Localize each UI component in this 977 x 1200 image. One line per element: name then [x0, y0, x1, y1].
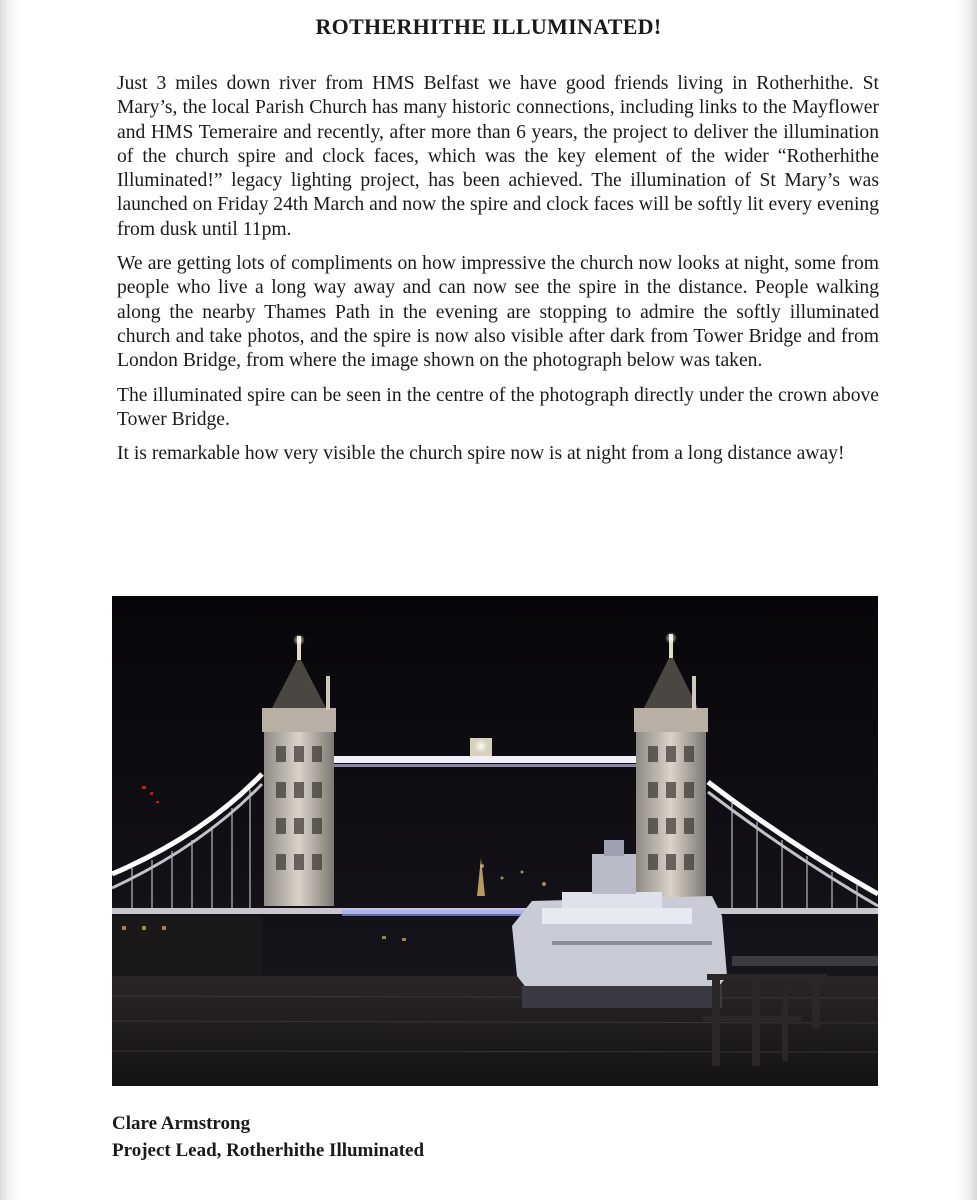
paragraph-1: Just 3 miles down river from HMS Belfast we have good friends living in Rotherhithe. St Mary’s, the local Parish Church has many historic connections, including links to the Mayflower and HMS Temeraire and recently, after more than 6 years, the project to deliver the illumination of the church spire and clock faces, which was the key element of the wider “Rotherhithe Illuminated!” legacy lighting project, has been achieved. The illumination of St Mary’s was launched on Friday 24th March and now the spire and clock faces will be softly lit every evening from dusk until 11pm. — [117, 73, 879, 240]
paragraph-2: We are getting lots of compliments on how impressive the church now looks at night, some from people who live a long way away and can now see the spire in the distance. People walking along the nearby Thames Path in the evening are stopping to admire the softly illuminated church and take photos, and the spire is now also visible after dark from Tower Bridge and from London Bridge, from where the image shown on the photograph below was taken. — [117, 253, 879, 372]
paragraph-4: It is remarkable how very visible the church spire now is at night from a long distance away! — [117, 443, 845, 465]
signature-name: Clare Armstrong — [112, 1113, 251, 1134]
signature-block — [112, 1110, 424, 1164]
article-body — [117, 72, 879, 476]
article-title: ROTHERHITHE ILLUMINATED! — [315, 14, 662, 39]
signature-role: Project Lead, Rotherhithe Illuminated — [112, 1140, 425, 1161]
paragraph-3: The illuminated spire can be seen in the centre of the photograph directly under the crown above Tower Bridge. — [117, 384, 879, 430]
tower-bridge-night-photo — [112, 596, 878, 1086]
